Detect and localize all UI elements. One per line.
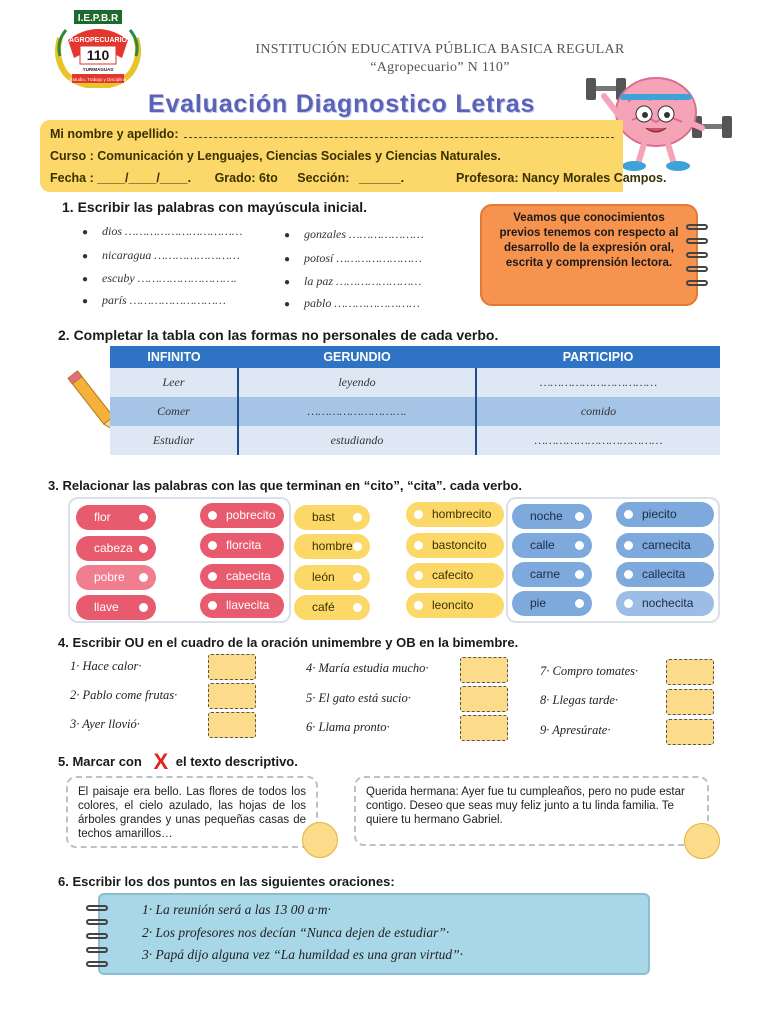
section1-heading: 1. Escribir las palabras con mayúscula inicial. <box>62 199 368 215</box>
section4-heading: 4. Escribir OU en el cuadro de la oración unimembre y OB en la bimembre. <box>58 635 519 650</box>
sentence: 7· Compro tomates· <box>540 664 639 678</box>
word-pill[interactable]: llave <box>76 595 156 620</box>
word-pill[interactable]: cabecita <box>200 564 284 589</box>
card-text: Querida hermana: Ayer fue tu cumpleaños, pero no pude estar contigo. Deseo que seas muy feliz junto a tu linda familia. Te quiere tu hermano Gabriel. <box>366 786 685 826</box>
word-pill[interactable]: noche <box>512 504 592 529</box>
word-pill[interactable]: nochecita <box>616 591 714 616</box>
name-label: Mi nombre y apellido: <box>50 127 179 141</box>
exercise-sentence[interactable]: 3· Papá dijo alguna vez “La humildad es una gran virtud”· <box>142 947 464 962</box>
spiral-ring-icon <box>686 280 708 286</box>
section3-heading: 3. Relacionar las palabras con las que terminan en “cito”, “cita”. cada verbo. <box>48 478 522 493</box>
logo-sub-text: YURIMAGUAS <box>82 67 114 72</box>
word-pill[interactable]: llavecita <box>200 593 284 618</box>
date-field[interactable]: ____/____/____. <box>97 171 192 185</box>
word-pill[interactable]: carnecita <box>616 533 714 558</box>
word-pill[interactable]: león <box>294 565 370 590</box>
spiral-ring-icon <box>86 919 108 925</box>
list-item: ● escuby ………………………. <box>82 271 237 285</box>
word-pill[interactable]: pobre <box>76 565 156 590</box>
mark-circle[interactable] <box>684 823 720 859</box>
word-pill[interactable]: pie <box>512 591 592 616</box>
name-field[interactable] <box>184 137 614 138</box>
spiral-ring-icon <box>86 961 108 967</box>
sentence: 5· El gato está sucio· <box>306 691 411 705</box>
word-pill[interactable]: bastoncito <box>406 533 504 558</box>
word-pill[interactable]: café <box>294 595 370 620</box>
student-info-box <box>40 120 667 192</box>
word-pill[interactable]: cafecito <box>406 563 504 588</box>
section5-heading: 5. Marcar con X el texto descriptivo. <box>58 749 298 774</box>
table-cell-blank[interactable]: ………………………. <box>238 397 476 426</box>
list-item: ● nicaragua …………………… <box>82 248 240 262</box>
mark-circle[interactable] <box>302 822 338 858</box>
sentence: 8· Llegas tarde· <box>540 693 619 707</box>
word-pill[interactable]: carne <box>512 562 592 587</box>
table-row <box>110 426 720 455</box>
table-cell: Comer <box>110 397 238 426</box>
answer-box[interactable] <box>208 712 256 738</box>
exercise-sentence[interactable]: 1· La reunión será a las 13 00 a·m· <box>142 902 331 917</box>
word-pill[interactable]: bast <box>294 505 370 530</box>
logo-number: 110 <box>86 47 110 63</box>
date-label: Fecha : <box>50 171 94 185</box>
x-mark-icon: X <box>153 749 169 774</box>
word-pill[interactable]: piecito <box>616 502 714 527</box>
table-cell-blank[interactable]: …………………………… <box>476 368 720 397</box>
list-item: ● pablo …………………… <box>284 296 420 310</box>
exercise-sentence[interactable]: 2· Los profesores nos decían “Nunca dejen de estudiar”· <box>142 925 450 940</box>
word-pill[interactable]: flor <box>76 505 156 530</box>
word-pill[interactable]: cabeza <box>76 536 156 561</box>
answer-box[interactable] <box>666 689 714 715</box>
word-pill[interactable]: hombre <box>294 534 370 559</box>
card-text: El paisaje era bello. Las flores de todos los colores, el cielo azulado, las hojas de los árboles grandes y unas pequeñas casas de techos amarillos… <box>78 786 306 840</box>
word-pill[interactable]: calle <box>512 533 592 558</box>
section-field[interactable]: ______. <box>358 171 405 185</box>
table-cell: comido <box>476 397 720 426</box>
prior-knowledge-note <box>480 204 698 306</box>
answer-box[interactable] <box>208 654 256 680</box>
section6-heading: 6. Escribir los dos puntos en las siguientes oraciones: <box>58 874 395 889</box>
table-header: PARTICIPIO <box>476 346 720 368</box>
institution-name: INSTITUCIÓN EDUCATIVA PÚBLICA BASICA REGULAR <box>255 42 625 57</box>
word-pill[interactable]: florcita <box>200 533 284 558</box>
list-item: ● dios …………………………… <box>82 224 243 238</box>
table-row <box>110 368 720 397</box>
table-header: INFINITO <box>110 346 238 368</box>
school-logo <box>52 8 144 88</box>
spiral-ring-icon <box>686 266 708 272</box>
sentence: 3· Ayer llovió· <box>70 717 140 731</box>
answer-box[interactable] <box>460 715 508 741</box>
course-line: Curso : Comunicación y Lenguajes, Ciencias Sociales y Ciencias Naturales. <box>50 149 501 163</box>
letter-text-card[interactable] <box>354 776 709 846</box>
answer-box[interactable] <box>460 657 508 683</box>
answer-box[interactable] <box>208 683 256 709</box>
list-item: ● la paz …………………… <box>284 274 422 288</box>
answer-box[interactable] <box>666 659 714 685</box>
spiral-ring-icon <box>86 947 108 953</box>
answer-box[interactable] <box>666 719 714 745</box>
word-pill[interactable]: callecita <box>616 562 714 587</box>
section2-heading: 2. Completar la tabla con las formas no personales de cada verbo. <box>58 327 499 343</box>
school-name: “Agropecuario” N 110” <box>370 60 510 75</box>
table-header: GERUNDIO <box>238 346 476 368</box>
table-cell: Estudiar <box>110 426 238 455</box>
teacher-label: Profesora: Nancy Morales Campos. <box>456 171 667 185</box>
table-cell-blank[interactable]: ……………………………… <box>476 426 720 455</box>
note-text: Veamos que conocimientos previos tenemos con respecto al desarrollo de la expresión oral, escrita y comprensión lectora. <box>499 212 679 269</box>
word-pill[interactable]: leoncito <box>406 593 504 618</box>
answer-box[interactable] <box>460 686 508 712</box>
grade-label: Grado: 6to <box>214 171 278 185</box>
sentence: 9· Apresúrate· <box>540 723 611 737</box>
spiral-ring-icon <box>686 252 708 258</box>
sentence: 2· Pablo come frutas· <box>70 688 178 702</box>
logo-motto: Estudio, Trabajo y Disciplina <box>69 77 127 82</box>
list-item: ● gonzales ………………… <box>284 227 424 241</box>
word-pill[interactable]: hombrecito <box>406 502 504 527</box>
sentence: 1· Hace calor· <box>70 659 142 673</box>
descriptive-text-card[interactable] <box>66 776 318 848</box>
table-cell: leyendo <box>238 368 476 397</box>
spiral-ring-icon <box>686 224 708 230</box>
sentence: 4· María estudia mucho· <box>306 661 429 675</box>
spiral-ring-icon <box>686 238 708 244</box>
page-title: Evaluación Diagnostico Letras <box>148 90 536 118</box>
sentence: 6· Llama pronto· <box>306 720 390 734</box>
word-pill[interactable]: pobrecito <box>200 503 284 528</box>
table-cell: estudiando <box>238 426 476 455</box>
spiral-ring-icon <box>86 933 108 939</box>
logo-top-text: I.E.P.B.R <box>77 13 119 24</box>
verb-forms-table <box>110 346 720 455</box>
spiral-ring-icon <box>86 905 108 911</box>
table-cell: Leer <box>110 368 238 397</box>
list-item: ● potosí …………………… <box>284 251 422 265</box>
logo-arc-text: AGROPECUARIO <box>69 37 127 44</box>
list-item: ● parís ……………………… <box>82 293 226 307</box>
table-row <box>110 397 720 426</box>
punctuation-exercise-box <box>98 893 650 975</box>
section-label: Sección: <box>297 171 350 185</box>
